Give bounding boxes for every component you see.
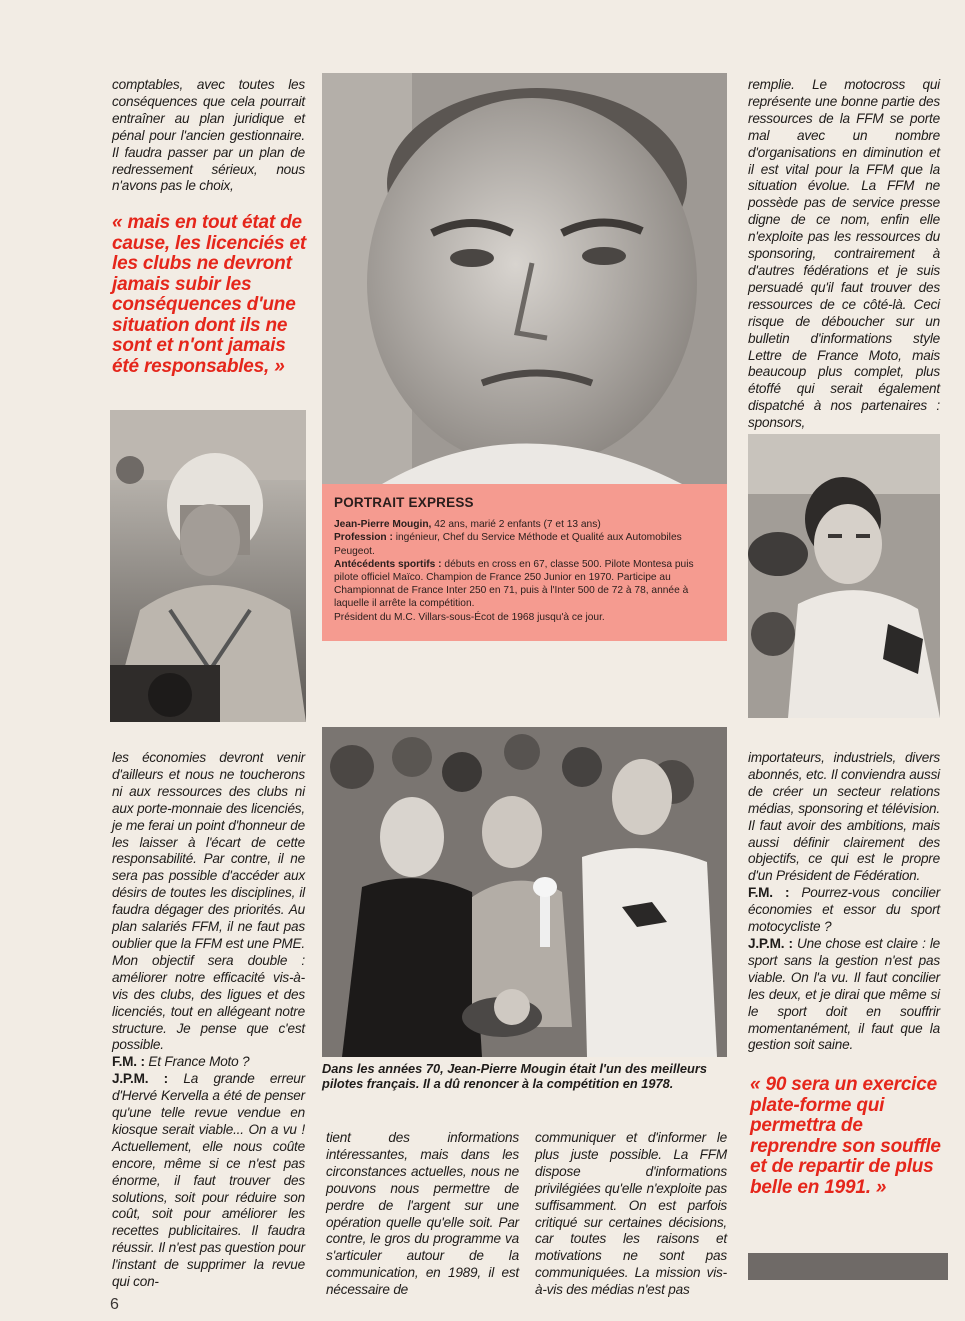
fm-label: F.M. : bbox=[112, 1054, 145, 1070]
portrait-sport-line bbox=[334, 558, 715, 611]
left-fm-question bbox=[112, 1054, 305, 1071]
middle-column-2-text: communiquer et d'informer le plus juste possible. La FFM dispose d'informations privilégiées qu'elle n'exploite pas suffisamment. On est parfois critiqué sur certaines décisions, car toutes les raisons et motivations ne sont pas communiquées. La mission vis-à-vis des médias n'est pas bbox=[535, 1130, 727, 1298]
photo-rider-helmet bbox=[110, 410, 306, 722]
portrait-name-rest: 42 ans, marié 2 enfants (7 et 13 ans) bbox=[434, 519, 601, 531]
fm-label: F.M. : bbox=[748, 885, 790, 901]
left-top-paragraph: comptables, avec toutes les conséquences que cela pourrait entraîner au plan juridique et pénal pour l'ancien gestionnaire. Il faudra passer par un plan de redressement sérieux, nous n'avons pas le choix, bbox=[112, 77, 305, 194]
pull-quote-2: « 90 sera un exercice plate-forme qui permettra de reprendre son souffle et de repartir de plus belle en 1991. » bbox=[750, 1074, 941, 1198]
decorative-bar bbox=[748, 1253, 948, 1280]
left-column-bottom bbox=[112, 750, 305, 1291]
jpm-answer-text: La grande erreur d'Hervé Kervella a été de penser qu'une telle revue vendue en kiosque serait viable... On a vu ! Actuellement, elle nous coûte encore, même si ce n'est pas énorme, il faut trouver des solutions, soit pour réduire son coût, soit pour améliorer les recettes publicitaires. Il faudra réussir. Il n'est pas question pour l'instant de supprimer la revue qui con- bbox=[112, 1071, 305, 1290]
right-fm-question bbox=[748, 885, 940, 936]
jpm-label: J.P.M. : bbox=[748, 935, 793, 951]
middle-column-1-text: tient des informations intéressantes, mais dans les circonstances actuelles, nous ne pouvons nous permettre de perdre de l'argent sur une opération quelle qu'elle soit. Par contre, le gros du programme va s'articuler autour de la communication, en 1989, il est nécessaire de bbox=[326, 1130, 519, 1298]
left-jpm-answer bbox=[112, 1071, 305, 1291]
left-column-top bbox=[112, 77, 305, 195]
portrait-president: Président du M.C. Villars-sous-Écot de 1968 jusqu'à ce jour. bbox=[334, 611, 605, 623]
photo-caption: Dans les années 70, Jean-Pierre Mougin était l'un des meilleurs pilotes français. Il a dû renoncer à la compétition en 1978. bbox=[322, 1061, 707, 1092]
right-column-top bbox=[748, 77, 940, 432]
pull-quote-1: « mais en tout état de cause, les licenciés et les clubs ne devront jamais subir les conséquences d'une situation dont ils ne sont et n'ont jamais été responsables, » bbox=[112, 212, 306, 377]
portrait-profession-line bbox=[334, 531, 715, 557]
fm-question-text: Pourrez-vous concilier économies et essor du sport motocycliste ? bbox=[748, 885, 941, 935]
profession-label: Profession : bbox=[334, 532, 393, 544]
jpm-answer-text: Une chose est claire : le sport sans la gestion n'est pas viable. On l'a vu. Il faut concilier les deux, et je dirai que même si le sport doit en souffrir momentanément, il faut que la gestion soit saine. bbox=[748, 935, 941, 1053]
right-bottom-paragraph: importateurs, industriels, divers abonnés, etc. Il conviendra aussi de créer un secteur relations médias, sponsoring et télévision. Il faut avoir des ambitions, mais aussi définir clairement des objectifs, ce qui est le propre d'un Président de Fédération. bbox=[748, 750, 940, 884]
left-bottom-paragraph: les économies devront venir d'ailleurs et nous ne toucherons ni aux ressources des clubs ni aux porte-monnaie des licenciés, je me ferai un point d'honneur de les laisser à l'écart de cette responsabilité. Par contre, il ne sera pas possible d'accéder aux désirs de toutes les disciplines, il faudra dégager des priorités. Au plan salariés FFM, il ne faut pas oublier que la FFM est une PME. Mon objectif sera double : améliorer notre efficacité vis-à-vis des clubs, des ligues et des licenciés, tout en allégeant notre structure. Je pense que c'est possible. bbox=[112, 750, 305, 1053]
portrait-profession: ingénieur, Chef du Service Méthode et Qualité aux Automobiles Peugeot. bbox=[334, 532, 682, 557]
portrait-sport: débuts en cross en 67, classe 500. Pilote Montesa puis pilote officiel Maïco. Champion de France 250 Junior en 1970. Participe au Championnat de France Inter 250 en 71, puis à l'Inter 500 de 72 à 78, année à laquelle il arrête la compétition. bbox=[334, 558, 694, 610]
photo-young-rider bbox=[748, 434, 940, 718]
portrait-identity bbox=[334, 518, 715, 531]
jpm-label: J.P.M. : bbox=[112, 1071, 169, 1087]
page-number: 6 bbox=[110, 1296, 119, 1313]
portrait-name: Jean-Pierre Mougin, bbox=[334, 519, 432, 531]
middle-column-2 bbox=[535, 1130, 727, 1299]
photo-podium-group bbox=[322, 727, 727, 1057]
right-column-bottom bbox=[748, 750, 940, 1054]
middle-column-1 bbox=[326, 1130, 519, 1299]
sport-label: Antécédents sportifs : bbox=[334, 558, 442, 570]
right-top-paragraph: remplie. Le motocross qui représente une bonne partie des ressources de la FFM se porte mal avec un nombre d'organisations en diminution et il est vital pour la FFM que la situation évolue. La FFM ne possède pas de service presse digne de ce nom, enfin elle n'exploite pas les ressources du sponsoring, contrairement à d'autres fédérations et je suis persuadé qu'il faut trouver des ressources de ce côté-là. Ceci risque de déboucher sur un bulletin d'informations style Lettre de France Moto, mais beaucoup plus complet, plus étoffé qui serait également dispatché à nos partenaires : sponsors, bbox=[748, 77, 940, 431]
fm-question-text: Et France Moto ? bbox=[148, 1054, 250, 1070]
portrait-express-box bbox=[322, 484, 727, 641]
portrait-title: PORTRAIT EXPRESS bbox=[334, 495, 474, 510]
photo-portrait-man bbox=[322, 73, 727, 484]
right-jpm-answer bbox=[748, 936, 940, 1054]
